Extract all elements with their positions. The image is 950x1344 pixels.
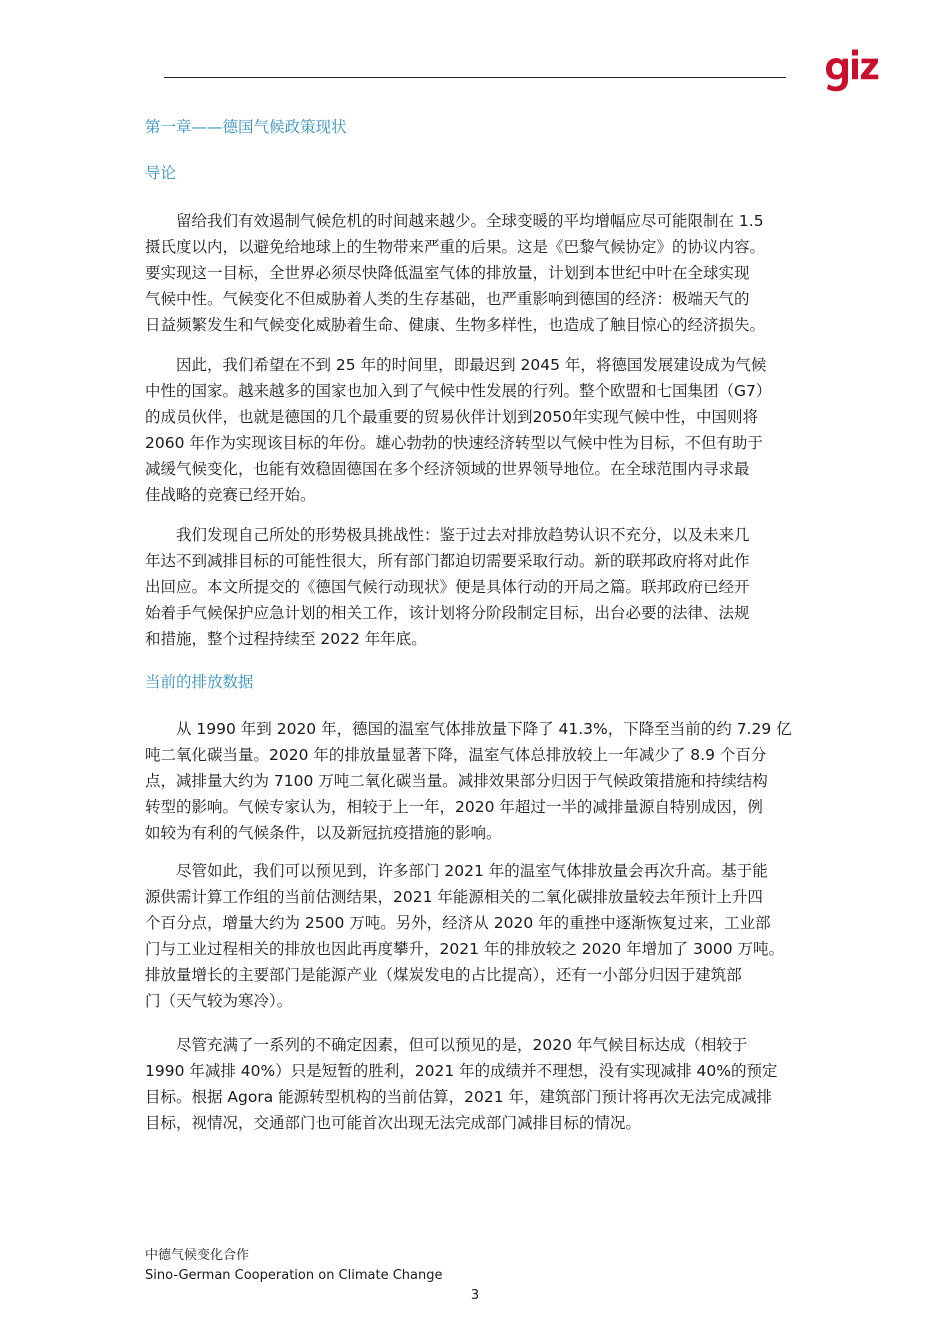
- text-line: 尽管充满了一系列的不确定因素，但可以预见的是，2020 年气候目标达成（相较于: [176, 1036, 748, 1054]
- text-line: 从 1990 年到 2020 年，德国的温室气体排放量下降了 41.3%，下降至当前的约 7.29 亿: [176, 720, 792, 738]
- text-line: 吨二氧化碳当量。2020 年的排放量显著下降，温室气体总排放较上一年减少了 8.9 个百分: [145, 746, 767, 764]
- text-line: 中性的国家。越来越多的国家也加入到了气候中性发展的行列。整个欧盟和七国集团（G7）: [145, 382, 772, 400]
- text-line: 1990 年减排 40%）只是短暂的胜利，2021 年的成绩并不理想，没有实现减排 40%的预定: [145, 1062, 778, 1080]
- header-rule: [164, 77, 786, 78]
- text-line: 门与工业过程相关的排放也因此再度攀升，2021 年的排放较之 2020 年增加了 3000 万吨。: [145, 940, 784, 958]
- text-line: 始着手气候保护应急计划的相关工作，该计划将分阶段制定目标，出台必要的法律、法规: [145, 604, 750, 622]
- text-line: 留给我们有效遏制气候危机的时间越来越少。全球变暖的平均增幅应尽可能限制在 1.5: [176, 212, 764, 230]
- text-line: 目标，视情况，交通部门也可能首次出现无法完成部门减排目标的情况。: [145, 1114, 642, 1132]
- text-line: 和措施，整个过程持续至 2022 年年底。: [145, 630, 427, 648]
- text-line: 2060 年作为实现该目标的年份。雄心勃勃的快速经济转型以气候中性为目标，不但有助于: [145, 434, 763, 452]
- text-line: 的成员伙伴，也就是德国的几个最重要的贸易伙伴计划到2050年实现气候中性，中国则将: [145, 408, 758, 426]
- text-line: 日益频繁发生和气候变化威胁着生命、健康、生物多样性，也造成了触目惊心的经济损失。: [145, 316, 766, 334]
- emissions-paragraph-2: [145, 858, 813, 1014]
- page-number: 3: [470, 1288, 480, 1303]
- text-line: 尽管如此，我们可以预见到，许多部门 2021 年的温室气体排放量会再次升高。基于能: [176, 862, 768, 880]
- text-line: 转型的影响。气候专家认为，相较于上一年，2020 年超过一半的减排量源自特别成因，例: [145, 798, 763, 816]
- text-line: 如较为有利的气候条件，以及新冠抗疫措施的影响。: [145, 824, 502, 842]
- footer-title-cn: 中德气候变化合作: [145, 1248, 250, 1263]
- text-line: 源供需计算工作组的当前估测结果，2021 年能源相关的二氧化碳排放量较去年预计上升四: [145, 888, 763, 906]
- text-line: 因此，我们希望在不到 25 年的时间里，即最迟到 2045 年，将德国发展建设成为气候: [176, 356, 767, 374]
- text-line: 门（天气较为寒冷）。: [145, 992, 293, 1010]
- chapter-title: 第一章——德国气候政策现状: [145, 118, 347, 136]
- giz-logo: [824, 42, 880, 96]
- intro-paragraph-2: [145, 352, 813, 508]
- footer-title-en: Sino-German Cooperation on Climate Change: [145, 1268, 443, 1283]
- intro-paragraph-1: [145, 208, 813, 338]
- text-line: 排放量增长的主要部门是能源产业（煤炭发电的占比提高），还有一小部分归因于建筑部: [145, 966, 742, 984]
- text-line: 减缓气候变化，也能有效稳固德国在多个经济领域的世界领导地位。在全球范围内寻求最: [145, 460, 750, 478]
- section-title-intro: 导论: [145, 164, 177, 182]
- section-title-emissions: 当前的排放数据: [145, 673, 254, 691]
- text-line: 年达不到减排目标的可能性很大，所有部门都迫切需要采取行动。新的联邦政府将对此作: [145, 552, 750, 570]
- text-line: 佳战略的竞赛已经开始。: [145, 486, 316, 504]
- intro-paragraph-3: [145, 522, 813, 652]
- emissions-paragraph-3: [145, 1032, 813, 1136]
- text-line: 要实现这一目标，全世界必须尽快降低温室气体的排放量，计划到本世纪中叶在全球实现: [145, 264, 750, 282]
- text-line: 点，减排量大约为 7100 万吨二氧化碳当量。减排效果部分归因于气候政策措施和持续结构: [145, 772, 768, 790]
- text-line: 我们发现自己所处的形势极具挑战性：鉴于过去对排放趋势认识不充分，以及未来几: [176, 526, 750, 544]
- text-line: 摄氏度以内，以避免给地球上的生物带来严重的后果。这是《巴黎气候协定》的协议内容。: [145, 238, 766, 256]
- text-line: 个百分点，增量大约为 2500 万吨。另外，经济从 2020 年的重挫中逐渐恢复过来，工业部: [145, 914, 771, 932]
- emissions-paragraph-1: [145, 716, 813, 846]
- text-line: 气候中性。气候变化不但威胁着人类的生存基础，也严重影响到德国的经济：极端天气的: [145, 290, 750, 308]
- text-line: 出回应。本文所提交的《德国气候行动现状》便是具体行动的开局之篇。联邦政府已经开: [145, 578, 750, 596]
- text-line: 目标。根据 Agora 能源转型机构的当前估算，2021 年，建筑部门预计将再次无法完成减排: [145, 1088, 773, 1106]
